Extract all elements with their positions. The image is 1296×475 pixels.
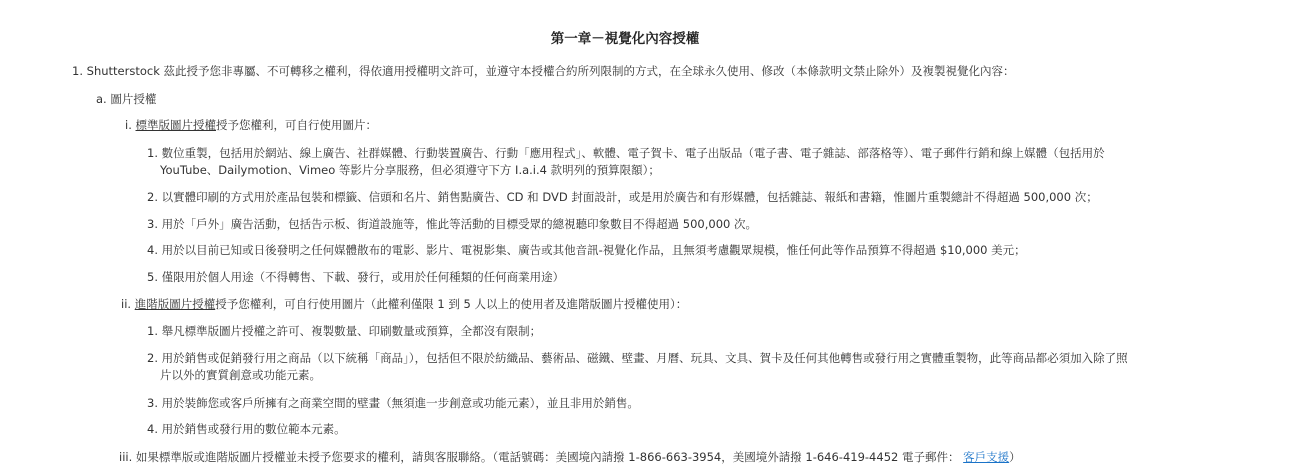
- list-text: 用於銷售或發行用的數位範本元素。: [161, 422, 346, 436]
- list-text: 用於以目前已知或日後發明之任何媒體散布的電影、影片、電視影集、廣告或其他音訊-視覺化作品，且無須考慮觀眾規模，惟任何此等作品預算不得超過 $10,000 美元；: [161, 243, 1026, 257]
- chapter-title: 第一章－視覺化內容授權: [550, 31, 700, 47]
- sub-ii-text: 授予您權利，可自行使用圖片（此權利僅限 1 到 5 人以上的使用者及進階版圖片授權使用）：: [215, 297, 688, 311]
- list-number: 1.: [147, 324, 158, 338]
- section-a: [96, 91, 156, 107]
- list-number: 2.: [147, 190, 158, 204]
- section-a-text: 圖片授權: [110, 92, 157, 106]
- standard-item: [147, 216, 757, 232]
- list-number: 5.: [147, 270, 158, 284]
- list-text: 用於「戶外」廣告活動，包括告示板、街道設施等，惟此等活動的目標受眾的總視聽印象數目不得超過 500,000 次。: [161, 217, 758, 231]
- advanced-item-continuation: 片以外的實質創意或功能元素。: [160, 368, 321, 382]
- clause-1-text: Shutterstock 茲此授予您非專屬、不可轉移之權利，得依適用授權明文許可，並遵守本授權合約所列限制的方式，在全球永久使用、修改（本條款明文禁止除外）及複製視覺化內容：: [86, 64, 1015, 78]
- list-number: 4.: [147, 422, 158, 436]
- list-text: 用於裝飾您或客戶所擁有之商業空間的壁畫（無須進一步創意或功能元素），並且非用於銷售。: [161, 396, 639, 410]
- advanced-license-term: 進階版圖片授權: [134, 297, 216, 311]
- list-number: 2.: [147, 351, 158, 365]
- standard-item: [147, 189, 1098, 205]
- sub-ii-number: ii.: [121, 297, 132, 311]
- list-number: 3.: [147, 217, 158, 231]
- sub-iii-suffix: ）: [1009, 450, 1021, 464]
- sub-ii: [121, 296, 687, 312]
- list-text: 舉凡標準版圖片授權之許可、複製數量、印刷數量或預算，全都沒有限制；: [161, 324, 542, 338]
- advanced-item: [147, 323, 541, 339]
- sub-i-number: i.: [125, 118, 132, 132]
- sub-iii: [119, 449, 1021, 465]
- list-text: 用於銷售或促銷發行用之商品（以下統稱「商品」），包括但不限於紡織品、藝術品、磁鐵、壁畫、月曆、玩具、文具、賀卡及任何其他轉售或發行用之實體重製物，此等商品都必須加入除了照: [161, 351, 1128, 365]
- advanced-item: [147, 350, 1128, 366]
- list-number: 1.: [147, 146, 158, 160]
- standard-item-continuation: YouTube、Dailymotion、Vimeo 等影片分享服務，但必須遵守下方 I.a.i.4 款明列的預算限額）；: [160, 163, 660, 177]
- standard-item: [147, 242, 1026, 258]
- standard-item: [147, 145, 1105, 161]
- sub-iii-text: 如果標準版或進階版圖片授權並未授予您要求的權利，請與客服聯絡。（電話號碼：美國境內請撥 1-866-663-3954，美國境外請撥 1-646-419-4452 電子郵件：: [135, 450, 960, 464]
- list-text: 以實體印刷的方式用於產品包裝和標籤、信頭和名片、銷售點廣告、CD 和 DVD 封面設計，或是用於廣告和有形媒體，包括雜誌、報紙和書籍，惟圖片重製總計不得超過 500,000 次；: [161, 190, 1098, 204]
- advanced-item: [147, 395, 639, 411]
- sub-i-text: 授予您權利，可自行使用圖片：: [216, 118, 378, 132]
- standard-license-term: 標準版圖片授權: [135, 118, 217, 132]
- list-text: 數位重製，包括用於網站、線上廣告、社群媒體、行動裝置廣告、行動「應用程式」、軟體、電子賀卡、電子出版品（電子書、電子雜誌、部落格等）、電子郵件行銷和線上媒體（包括用於: [161, 146, 1105, 160]
- sub-i: [125, 117, 377, 133]
- list-number: 3.: [147, 396, 158, 410]
- customer-support-link[interactable]: 客戶支援: [963, 450, 1010, 464]
- list-number: 4.: [147, 243, 158, 257]
- sub-iii-number: iii.: [119, 450, 133, 464]
- clause-1: [72, 63, 1015, 79]
- list-text: 僅限用於個人用途（不得轉售、下載、發行，或用於任何種類的任何商業用途）: [161, 270, 565, 284]
- clause-1-number: 1.: [72, 64, 83, 78]
- section-a-number: a.: [96, 92, 107, 106]
- advanced-item: [147, 421, 346, 437]
- standard-item: [147, 269, 564, 285]
